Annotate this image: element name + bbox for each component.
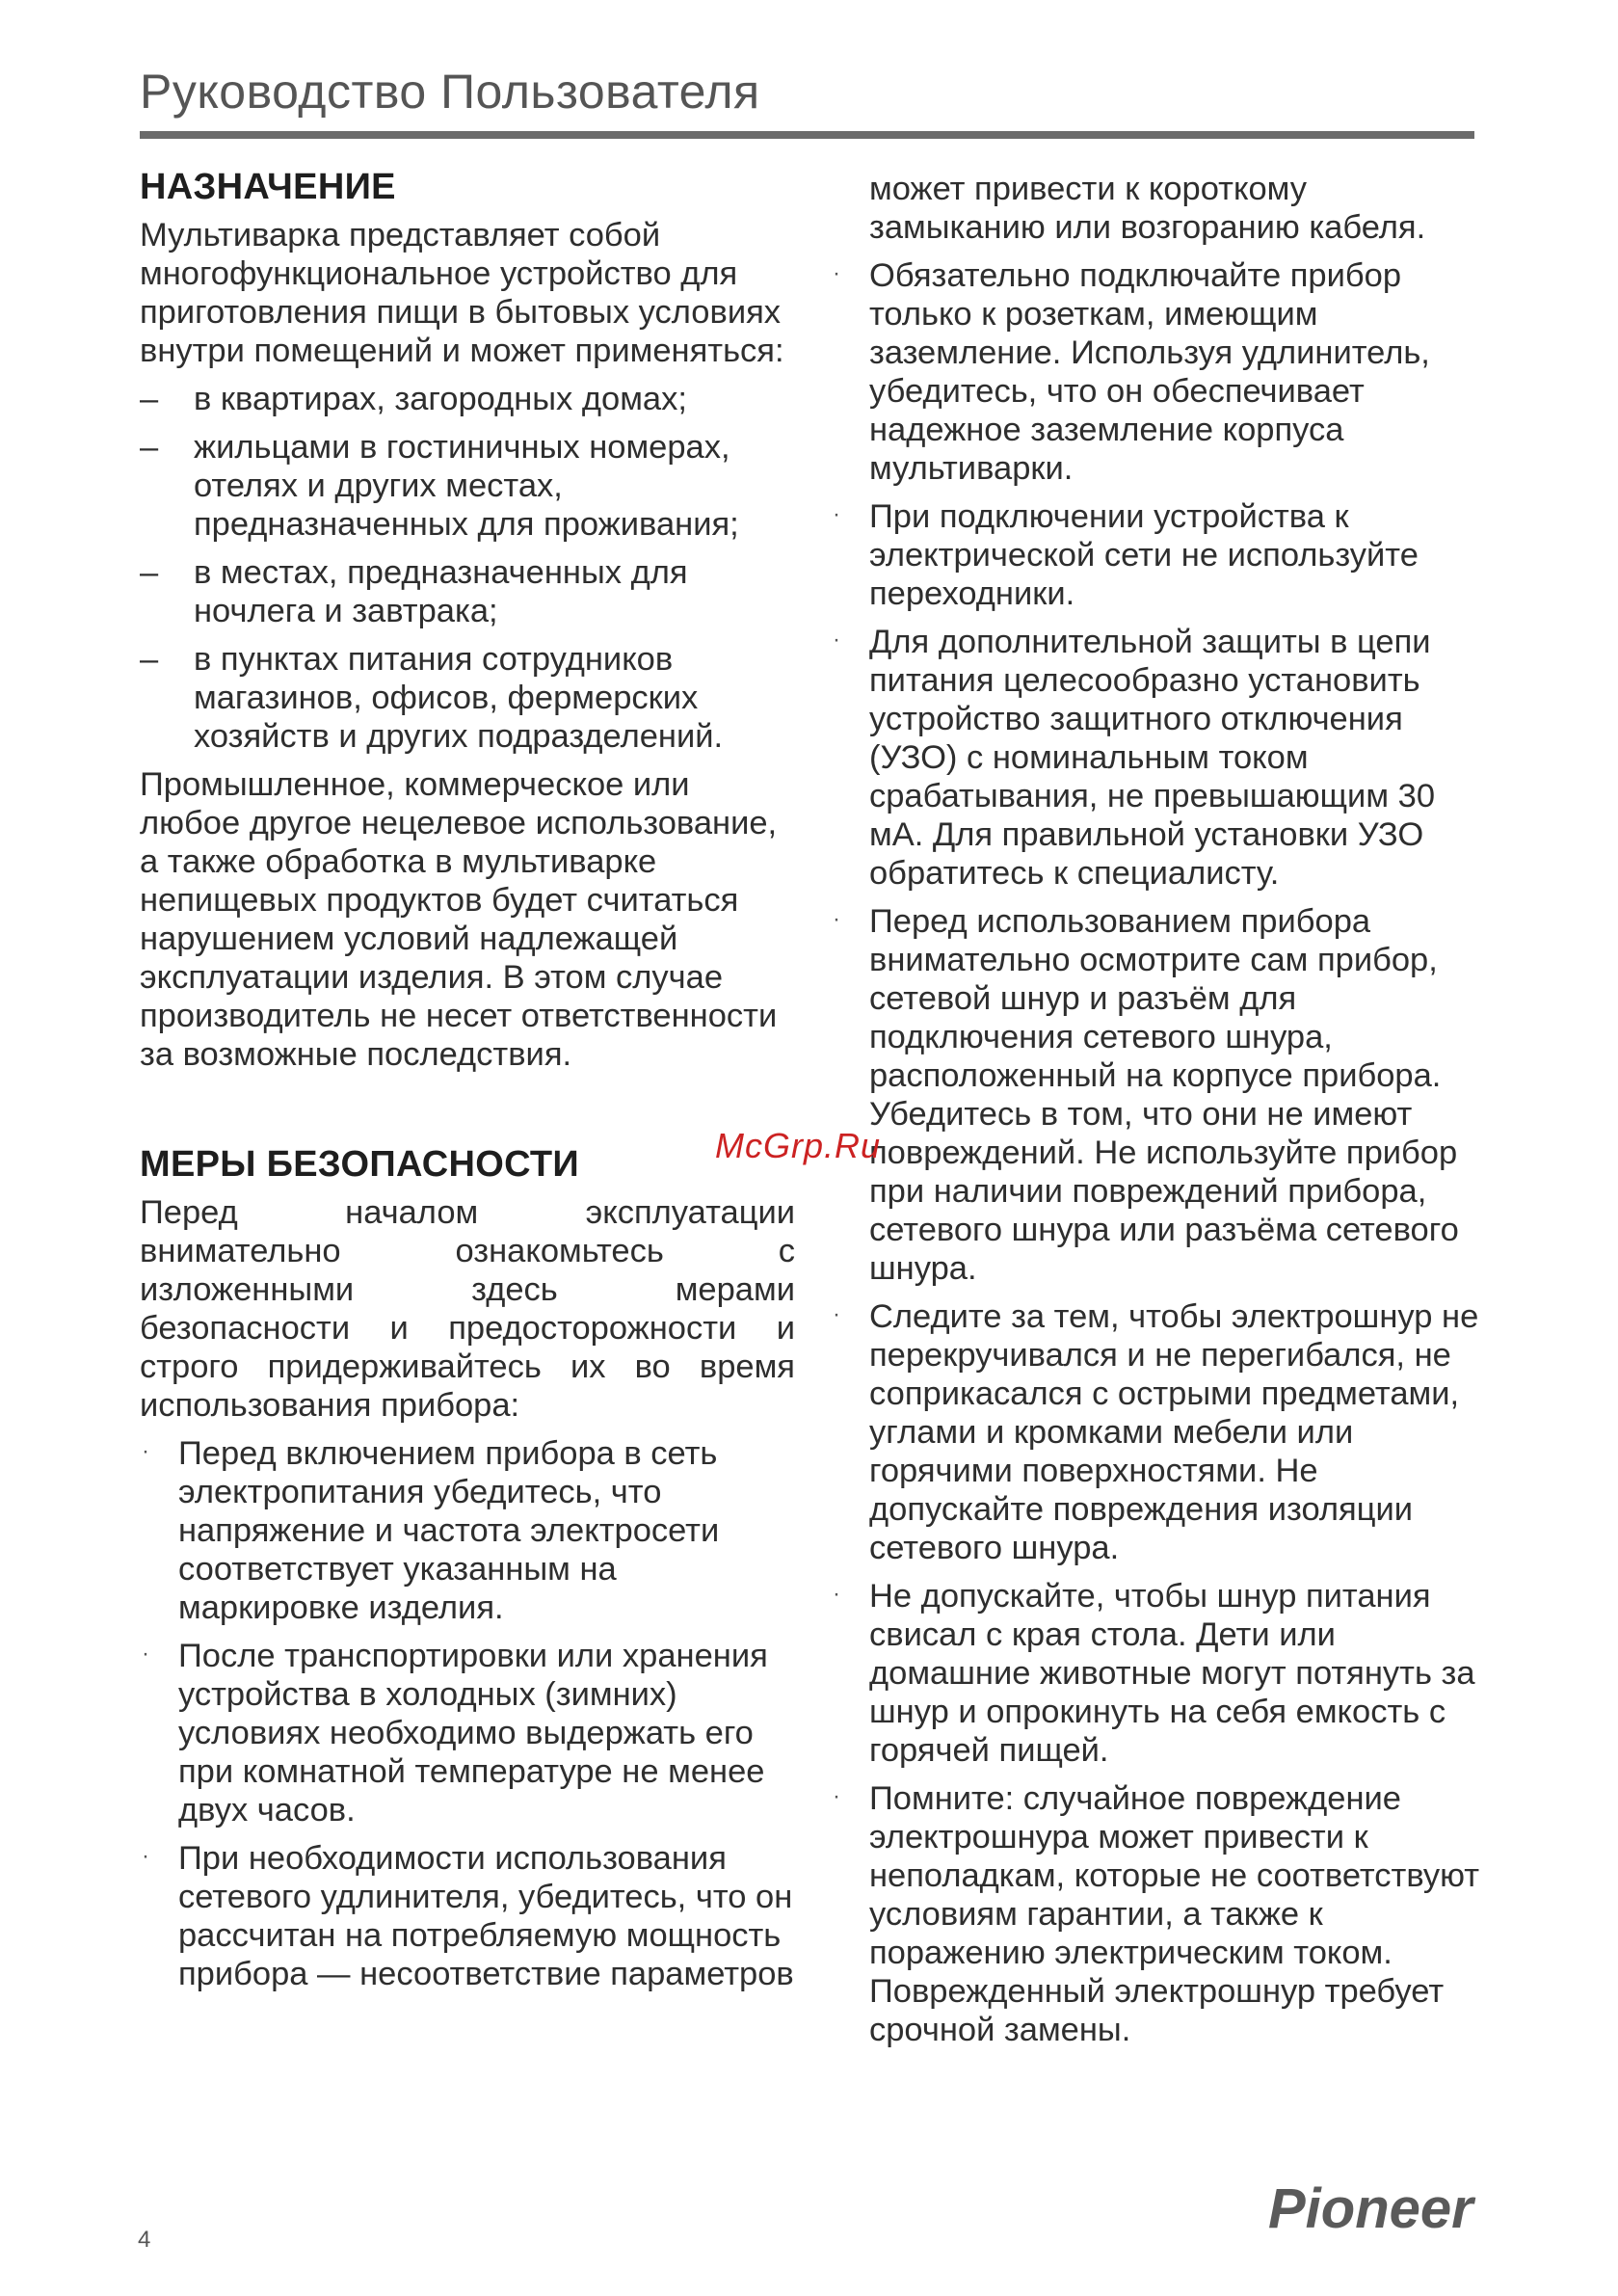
page-header-title: Руководство Пользователя xyxy=(140,65,760,119)
purpose-heading: НАЗНАЧЕНИЕ xyxy=(140,167,396,207)
safety-list-item: · При необходимости использования сетевого удлинителя, убедитесь, что он рассчитан на потребляемую мощность прибора — несоответствие параметров xyxy=(142,1840,794,1992)
safety-list-item: · После транспортировки или хранения устройства в холодных (зимних) условиях необходимо выдержать его при комнатной температуре не менее двух часов. xyxy=(142,1638,768,1829)
safety-list-item: · Помните: случайное повреждение электрошнура может привести к неполадкам, которые не соответствуют условиям гарантии, а также к поражению электрическим током. Поврежденный электрошнур требует срочной замены. xyxy=(833,1780,1480,2048)
safety-list-item: · Для дополнительной защиты в цепи питания целесообразно установить устройство защитного отключения (УЗО) с номинальным током срабатывания, не превышающим 30 мА. Для правильной установки УЗО обратитесь к специалисту. xyxy=(833,624,1436,892)
safety-intro: Перед началом эксплуатации внимательно ознакомьтесь с изложенными здесь мерами безопасности и предосторожности и строго придерживайтесь их во время использования прибора: xyxy=(140,1194,795,1424)
purpose-intro: Мультиварка представляет собой многофункциональное устройство для приготовления пищи в бытовых условиях внутри помещений и может применяться: xyxy=(140,217,784,369)
safety-list-item-continuation: может привести к короткому замыканию или возгоранию кабеля. xyxy=(869,171,1426,246)
safety-list-item: · Перед использованием прибора внимательно осмотрите сам прибор, сетевой шнур и разъём для подключения сетевого шнура, расположенный на корпусе прибора. Убедитесь в том, что они не имеют повреждений. Не используйте прибор при наличии повреждений прибора, сетевого шнура или разъёма сетевого шнура. xyxy=(833,903,1459,1287)
left-column xyxy=(140,166,795,2003)
safety-list-item: · Перед включением прибора в сеть электропитания убедитесь, что напряжение и частота электросети соответствует указанным на маркировке изделия. xyxy=(142,1435,720,1626)
purpose-closing: Промышленное, коммерческое или любое другое нецелевое использование, а также обработка в мультиварке непищевых продуктов будет считаться нарушением условий надлежащей эксплуатации изделия. В этом случае производитель не несет ответственности за возможные последствия. xyxy=(140,766,778,1073)
safety-list-item: · Следите за тем, чтобы электрошнур не перекручивался и не перегибался, не соприкасался с острыми предметами, углами и кромками мебели или горячими поверхностями. Не допускайте повреждения изоляции сетевого шнура. xyxy=(833,1298,1479,1566)
safety-list-left xyxy=(140,1434,795,1993)
safety-list-right xyxy=(833,170,1484,2049)
page-number: 4 xyxy=(138,2227,151,2253)
brand-logo: Pioneer xyxy=(1268,2177,1473,2240)
purpose-list-item: – в пунктах питания сотрудников магазинов, офисов, фермерских хозяйств и других подразделений. xyxy=(140,641,724,755)
header-divider xyxy=(140,131,1474,139)
safety-list-item: · Обязательно подключайте прибор только к розеткам, имеющим заземление. Используя удлинитель, убедитесь, что он обеспечивает надежное заземление корпуса мультиварки. xyxy=(833,257,1430,487)
purpose-list-item: – жильцами в гостиничных номерах, отелях и других местах, предназначенных для проживания; xyxy=(140,429,739,543)
right-column xyxy=(833,170,1484,2059)
safety-list-item: · Не допускайте, чтобы шнур питания свисал с края стола. Дети или домашние животные могут потянуть за шнур и опрокинуть на себя емкость с горячей пищей. xyxy=(833,1578,1475,1769)
safety-heading: МЕРЫ БЕЗОПАСНОСТИ xyxy=(140,1144,579,1185)
purpose-list xyxy=(140,380,795,756)
safety-list-item: · При подключении устройства к электрической сети не используйте переходники. xyxy=(833,498,1419,612)
watermark-text: McGrp.Ru xyxy=(715,1126,882,1165)
purpose-list-item: – в местах, предназначенных для ночлега и завтрака; xyxy=(140,554,688,629)
purpose-list-item: – в квартирах, загородных домах; xyxy=(140,381,687,417)
